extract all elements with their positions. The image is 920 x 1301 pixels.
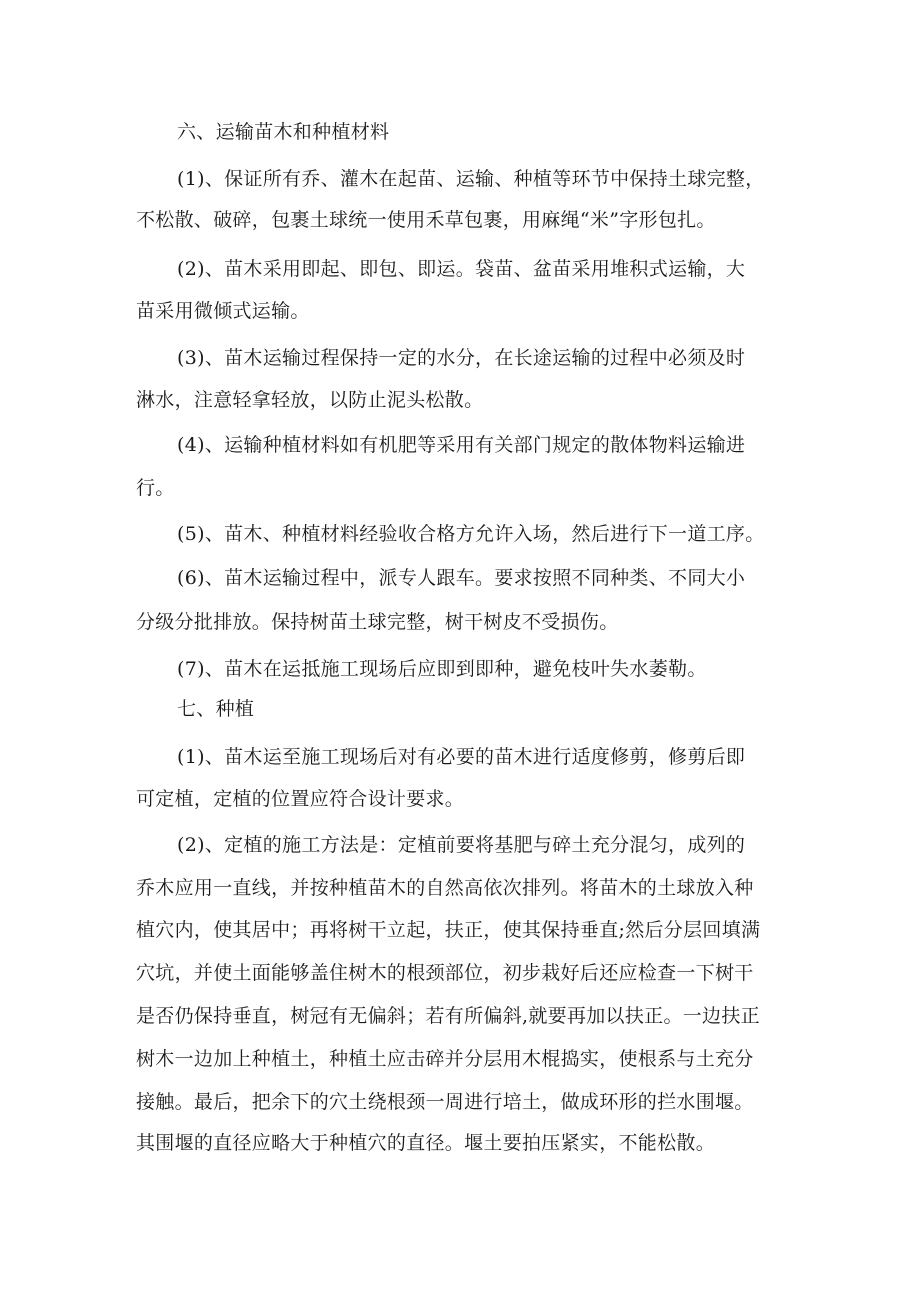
paragraph-line: (1)、苗木运至施工现场后对有必要的苗木进行适度修剪，修剪后即: [177, 746, 746, 768]
paragraph-line: (1)、保证所有乔、灌木在起苗、运输、种植等环节中保持土球完整，: [177, 168, 765, 190]
paragraph-line: (6)、苗木运输过程中，派专人跟车。要求按照不同种类、不同大小: [177, 567, 746, 589]
section-heading-planting: 七、种植: [177, 698, 255, 720]
paragraph-line: (2)、定植的施工方法是：定植前要将基肥与碎土充分混匀，成列的: [177, 834, 746, 856]
paragraph-line: 树木一边加上种植土，种植土应击碎并分层用木棍捣实，使根系与土充分: [136, 1048, 754, 1070]
paragraph-line: (2)、苗木采用即起、即包、即运。袋苗、盆苗采用堆积式运输，大: [177, 258, 746, 280]
paragraph-line: 穴坑，并使土面能够盖住树木的根颈部位，初步栽好后还应检查一下树干: [136, 962, 754, 984]
paragraph-line: 可定植，定植的位置应符合设计要求。: [136, 788, 465, 810]
section-heading-transport: 六、运输苗木和种植材料: [177, 121, 390, 143]
paragraph-line: 其围堰的直径应略大于种植穴的直径。堰土要拍压紧实，不能松散。: [136, 1132, 716, 1154]
paragraph-line: 淋水，注意轻拿轻放，以防止泥头松散。: [136, 389, 484, 411]
paragraph-line: 植穴内，使其居中；再将树干立起，扶正，使其保持垂直;然后分层回填满: [136, 919, 761, 941]
paragraph-line: (7)、苗木在运抵施工现场后应即到即种，避免枝叶失水萎勒。: [177, 658, 707, 680]
paragraph-line: (4)、运输种植材料如有机肥等采用有关部门规定的散体物料运输进: [177, 434, 746, 456]
paragraph-line: 行。: [136, 477, 175, 499]
paragraph-line: 乔木应用一直线，并按种植苗木的自然高依次排列。将苗木的土球放入种: [136, 877, 754, 899]
paragraph-line: 不松散、破碎，包裹土球统一使用禾草包裹，用麻绳“米”字形包扎。: [136, 209, 716, 231]
paragraph-line: (3)、苗木运输过程保持一定的水分，在长途运输的过程中必须及时: [177, 347, 746, 369]
paragraph-line: 分级分批排放。保持树苗土球完整，树干树皮不受损伤。: [136, 611, 619, 633]
paragraph-line: 是否仍保持垂直，树冠有无偏斜；若有所偏斜,就要再加以扶正。一边扶正: [136, 1005, 760, 1027]
paragraph-line: (5)、苗木、种植材料经验收合格方允许入场，然后进行下一道工序。: [177, 523, 765, 545]
paragraph-line: 接触。最后，把余下的穴土绕根颈一周进行培土，做成环形的拦水围堰。: [136, 1091, 754, 1113]
paragraph-line: 苗采用微倾式运输。: [136, 300, 310, 322]
